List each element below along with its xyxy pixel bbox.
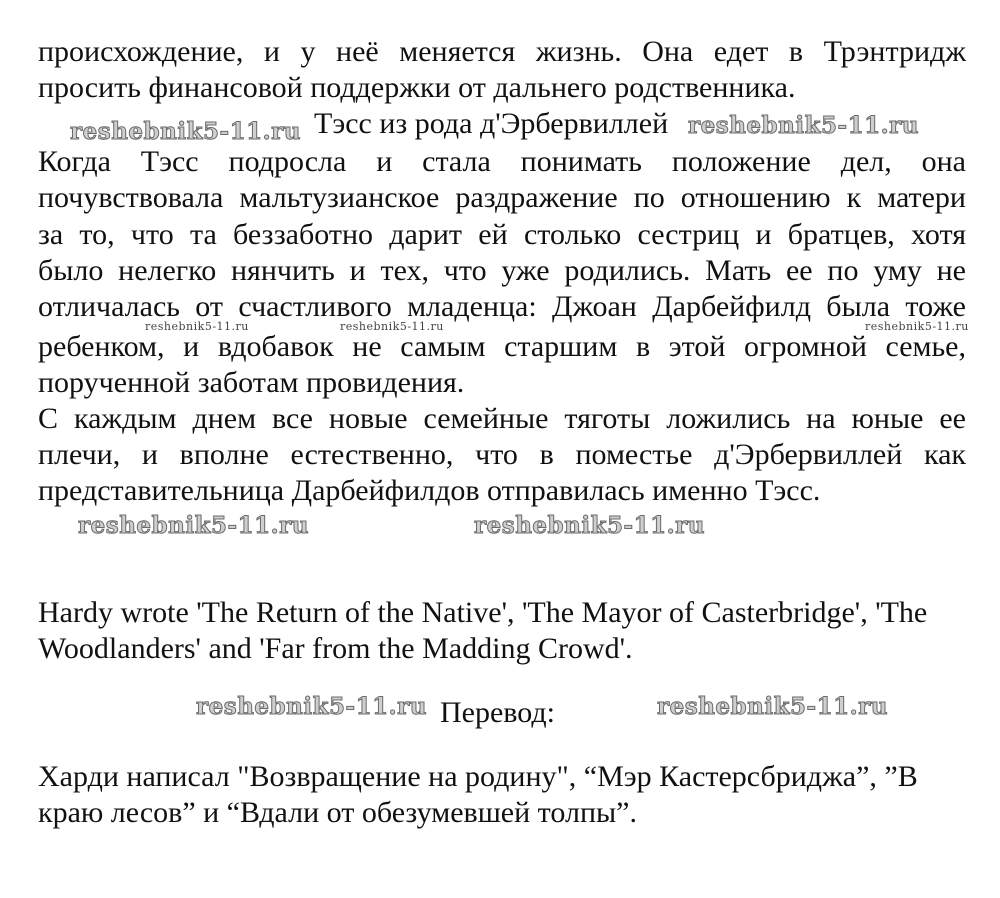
paragraph-line: плечи, и вполне естественно, что в поместье д'Эрбервиллей как — [38, 438, 966, 471]
paragraph-line: Когда Тэсс подросла и стала понимать положение дел, она — [38, 145, 966, 178]
watermark-text: reshebnik5-11.ru — [657, 693, 888, 720]
watermark-text-small: reshebnik5-11.ru — [865, 320, 969, 333]
paragraph-line: С каждым днем все новые семейные тяготы ложились на юные ее — [38, 402, 966, 435]
watermark-text-small: reshebnik5-11.ru — [340, 320, 444, 333]
english-line: Woodlanders' and 'Far from the Madding Crowd'. — [38, 632, 633, 665]
paragraph-line: ребенком, и вдобавок не самым старшим в этой огромной семье, — [38, 330, 966, 363]
watermark-text: reshebnik5-11.ru — [78, 512, 309, 539]
watermark-text: reshebnik5-11.ru — [688, 112, 919, 139]
translation-line: краю лесов” и “Вдали от обезумевшей толпы”. — [38, 796, 637, 829]
paragraph-line: просить финансовой поддержки от дальнего родственника. — [38, 71, 796, 104]
paragraph-line: почувствовала мальтузианское раздражение по отношению к матери — [38, 181, 966, 214]
paragraph-line: было нелегко нянчить и тех, что уже родились. Мать ее по уму не — [38, 254, 966, 287]
paragraph-line: представительница Дарбейфилдов отправилась именно Тэсс. — [38, 474, 821, 507]
translation-label: Перевод: — [440, 696, 555, 729]
watermark-text: reshebnik5-11.ru — [70, 118, 301, 145]
paragraph-line: порученной заботам провидения. — [38, 366, 465, 399]
translation-line: Харди написал "Возвращение на родину", “Мэр Кастерсбриджа”, ”В — [38, 760, 918, 793]
section-heading: Тэсс из рода д'Эрбервиллей — [314, 107, 669, 140]
watermark-text: reshebnik5-11.ru — [196, 693, 427, 720]
paragraph-line: за то, что та беззаботно дарит ей столько сестриц и братцев, хотя — [38, 218, 966, 251]
paragraph-line: происхождение, и у неё меняется жизнь. Она едет в Трэнтридж — [38, 35, 966, 68]
watermark-text-small: reshebnik5-11.ru — [145, 320, 249, 333]
watermark-text: reshebnik5-11.ru — [474, 512, 705, 539]
english-line: Hardy wrote 'The Return of the Native', 'The Mayor of Casterbridge', 'The — [38, 596, 928, 629]
paragraph-line: отличалась от счастливого младенца: Джоан Дарбейфилд была тоже — [38, 290, 966, 323]
